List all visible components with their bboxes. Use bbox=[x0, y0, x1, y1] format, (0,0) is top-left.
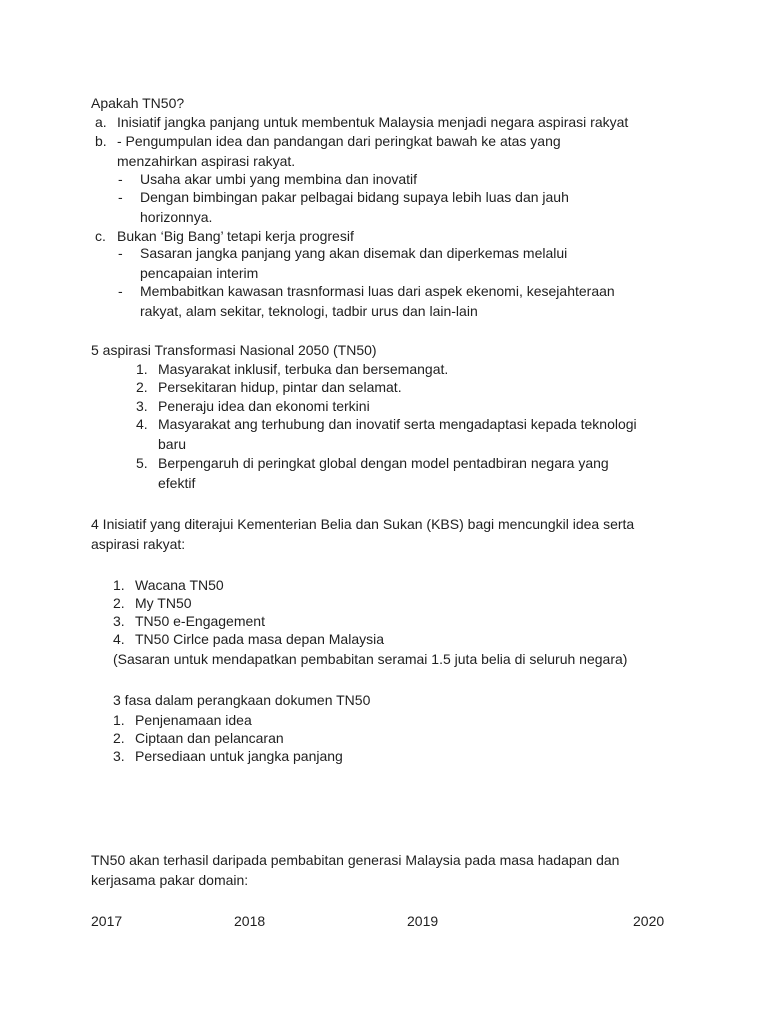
aspiration-3: Peneraju idea dan ekonomi terkini bbox=[158, 398, 370, 414]
phase-1: Penjenamaan idea bbox=[135, 712, 252, 728]
list-number: 4. bbox=[113, 631, 125, 647]
section2-title: 5 aspirasi Transformasi Nasional 2050 (TN50) bbox=[91, 342, 377, 358]
subitem-dash: - bbox=[118, 245, 123, 261]
subitem-c1-text-line2: pencapaian interim bbox=[140, 265, 259, 281]
section3-title-line1: 4 Inisiatif yang diterajui Kementerian Belia dan Sukan (KBS) bagi mencungkil idea serta bbox=[91, 516, 635, 532]
aspiration-4-line2: baru bbox=[158, 436, 187, 452]
phase-3: Persediaan untuk jangka panjang bbox=[135, 748, 343, 764]
initiative-note: (Sasaran untuk mendapatkan pembabitan seramai 1.5 juta belia di seluruh negara) bbox=[113, 651, 628, 667]
subitem-b2-text-line1: Dengan bimbingan pakar pelbagai bidang supaya lebih luas dan jauh bbox=[140, 189, 569, 205]
aspiration-2: Persekitaran hidup, pintar dan selamat. bbox=[158, 379, 402, 395]
list-number: 1. bbox=[113, 712, 125, 728]
subitem-dash: - bbox=[118, 189, 123, 205]
section5-text-line1: TN50 akan terhasil daripada pembabitan generasi Malaysia pada masa hadapan dan bbox=[91, 852, 620, 868]
item-b-text-line2: menzahirkan aspirasi rakyat. bbox=[117, 153, 296, 169]
list-number: 1. bbox=[113, 577, 125, 593]
year-2020: 2020 bbox=[633, 913, 665, 929]
aspiration-5-line2: efektif bbox=[158, 475, 196, 491]
list-number: 2. bbox=[136, 379, 148, 395]
list-number: 1. bbox=[136, 361, 148, 377]
year-2017: 2017 bbox=[91, 913, 123, 929]
list-number: 5. bbox=[136, 455, 148, 471]
phase-2: Ciptaan dan pelancaran bbox=[135, 730, 284, 746]
list-number: 4. bbox=[136, 416, 148, 432]
subitem-c2-text-line1: Membabitkan kawasan trasnformasi luas dari aspek ekenomi, kesejahteraan bbox=[140, 283, 615, 299]
initiative-1: Wacana TN50 bbox=[135, 577, 224, 593]
aspiration-4-line1: Masyarakat ang terhubung dan inovatif serta mengadaptasi kepada teknologi bbox=[158, 416, 637, 432]
item-marker-a: a. bbox=[95, 114, 107, 130]
item-marker-c: c. bbox=[95, 228, 106, 244]
initiative-4: TN50 Cirlce pada masa depan Malaysia bbox=[135, 631, 385, 647]
aspiration-5-line1: Berpengaruh di peringkat global dengan model pentadbiran negara yang bbox=[158, 455, 609, 471]
list-number: 2. bbox=[113, 730, 125, 746]
subitem-c1-text-line1: Sasaran jangka panjang yang akan disemak dan diperkemas melalui bbox=[140, 245, 568, 261]
list-number: 2. bbox=[113, 595, 125, 611]
subitem-dash: - bbox=[118, 171, 123, 187]
list-number: 3. bbox=[136, 398, 148, 414]
initiative-3: TN50 e-Engagement bbox=[135, 613, 265, 629]
aspiration-1: Masyarakat inklusif, terbuka dan bersemangat. bbox=[158, 361, 449, 377]
initiative-2: My TN50 bbox=[135, 595, 192, 611]
subitem-b1-text: Usaha akar umbi yang membina dan inovatif bbox=[140, 171, 418, 187]
section3-title-line2: aspirasi rakyat: bbox=[91, 536, 186, 552]
item-c-text: Bukan ‘Big Bang’ tetapi kerja progresif bbox=[117, 228, 354, 244]
subitem-c2-text-line2: rakyat, alam sekitar, teknologi, tadbir urus dan lain-lain bbox=[140, 303, 478, 319]
list-number: 3. bbox=[113, 613, 125, 629]
item-a-text: Inisiatif jangka panjang untuk membentuk Malaysia menjadi negara aspirasi rakyat bbox=[117, 114, 629, 130]
year-2018: 2018 bbox=[234, 913, 266, 929]
subitem-b2-text-line2: horizonnya. bbox=[140, 209, 213, 225]
item-b-text-line1: - Pengumpulan idea dan pandangan dari peringkat bawah ke atas yang bbox=[117, 133, 561, 149]
subitem-dash: - bbox=[118, 283, 123, 299]
section1-title: Apakah TN50? bbox=[91, 95, 185, 111]
year-2019: 2019 bbox=[407, 913, 439, 929]
item-marker-b: b. bbox=[95, 133, 107, 149]
list-number: 3. bbox=[113, 748, 125, 764]
section4-title: 3 fasa dalam perangkaan dokumen TN50 bbox=[113, 692, 371, 708]
section5-text-line2: kerjasama pakar domain: bbox=[91, 872, 249, 888]
